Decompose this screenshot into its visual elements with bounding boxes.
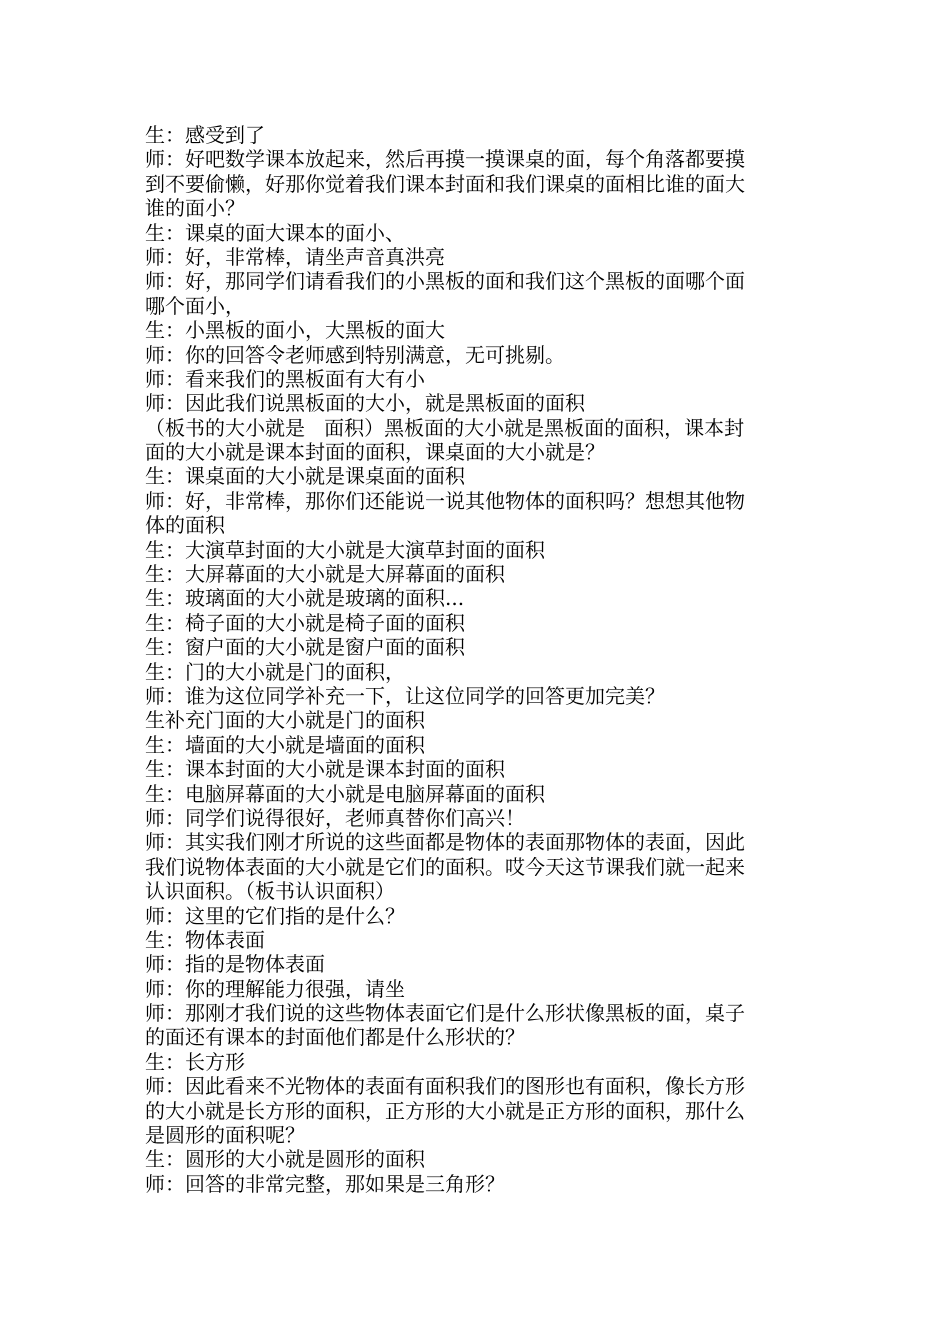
text-line: 师：这里的它们指的是什么？: [145, 903, 405, 928]
document-body: [145, 123, 810, 1196]
text-line: 师：好，非常棒，请坐声音真洪亮: [145, 244, 445, 269]
text-line: 生补充门面的大小就是门的面积: [145, 708, 425, 733]
text-line: 师：你的理解能力很强，请坐: [145, 976, 405, 1001]
text-line: 师：同学们说得很好，老师真替你们高兴！: [145, 805, 525, 830]
text-line: 是圆形的面积呢？: [145, 1123, 305, 1148]
text-line: 师：你的回答令老师感到特别满意，无可挑剔。: [145, 342, 565, 367]
text-line: 生：课本封面的大小就是课本封面的面积: [145, 757, 505, 782]
text-line: 师：看来我们的黑板面有大有小: [145, 366, 425, 391]
text-line: 师：谁为这位同学补充一下，让这位同学的回答更加完美？: [145, 683, 665, 708]
text-line: 认识面积。（板书认识面积）: [145, 879, 395, 904]
text-line: 师：指的是物体表面: [145, 952, 325, 977]
text-line: 师：回答的非常完整，那如果是三角形？: [145, 1171, 505, 1196]
text-line: 生：圆形的大小就是圆形的面积: [145, 1147, 425, 1172]
text-line: 生：大演草封面的大小就是大演草封面的面积: [145, 537, 545, 562]
text-line: 师：其实我们刚才所说的这些面都是物体的表面那物体的表面，因此: [145, 830, 745, 855]
text-line: 师：因此看来不光物体的表面有面积我们的图形也有面积，像长方形: [145, 1074, 745, 1099]
text-line: 师：好，非常棒，那你们还能说一说其他物体的面积吗？想想其他物: [145, 488, 745, 513]
text-line: 体的面积: [145, 513, 225, 538]
text-line: 我们说物体表面的大小就是它们的面积。哎今天这节课我们就一起来: [145, 854, 745, 879]
text-line: 生：小黑板的面小，大黑板的面大: [145, 318, 445, 343]
text-line: 生：物体表面: [145, 927, 265, 952]
text-line: 师：因此我们说黑板面的大小，就是黑板面的面积: [145, 391, 585, 416]
text-line: 生：玻璃面的大小就是玻璃的面积...: [145, 586, 465, 611]
text-line: 生：椅子面的大小就是椅子面的面积: [145, 610, 465, 635]
text-line: 生：门的大小就是门的面积，: [145, 659, 405, 684]
text-line: 生：长方形: [145, 1049, 245, 1074]
text-line: 的大小就是长方形的面积，正方形的大小就是正方形的面积，那什么: [145, 1098, 745, 1123]
text-line: 面的大小就是课本封面的面积，课桌面的大小就是？: [145, 440, 605, 465]
text-line: 师：好吧数学课本放起来，然后再摸一摸课桌的面，每个角落都要摸: [145, 147, 745, 172]
text-line: 哪个面小，: [145, 293, 245, 318]
text-line: 生：感受到了: [145, 123, 265, 147]
text-line: 的面还有课本的封面他们都是什么形状的？: [145, 1025, 525, 1050]
text-line: 生：窗户面的大小就是窗户面的面积: [145, 635, 465, 660]
text-line: 到不要偷懒，好那你觉着我们课本封面和我们课桌的面相比谁的面大: [145, 171, 745, 196]
text-line: 师：好，那同学们请看我们的小黑板的面和我们这个黑板的面哪个面: [145, 269, 745, 294]
text-line: 生：电脑屏幕面的大小就是电脑屏幕面的面积: [145, 781, 545, 806]
text-line: 生：大屏幕面的大小就是大屏幕面的面积: [145, 562, 505, 587]
text-line: （板书的大小就是 面积）黑板面的大小就是黑板面的面积，课本封: [145, 415, 745, 440]
text-line: 生：墙面的大小就是墙面的面积: [145, 732, 425, 757]
text-line: 师：那刚才我们说的这些物体表面它们是什么形状像黑板的面，桌子: [145, 1001, 745, 1026]
text-line: 生：课桌面的大小就是课桌面的面积: [145, 464, 465, 489]
text-line: 谁的面小？: [145, 196, 245, 221]
text-line: 生：课桌的面大课本的面小、: [145, 220, 405, 245]
